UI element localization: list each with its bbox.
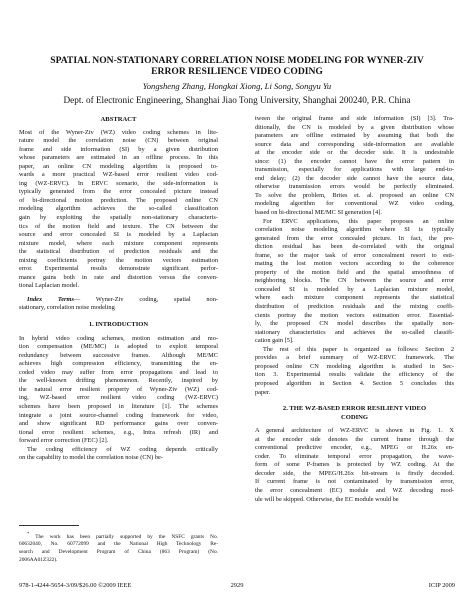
text-line: end delay; (2) the decoder side cannot have the source data,	[255, 174, 454, 182]
text-line: source and error concealed SI is modeled by a Laplacian	[19, 231, 218, 239]
text-line: on the capability to model the correlation noise (CN) be-	[19, 454, 163, 462]
text-line: the well-known drifting phenomenon. Recently, inspired by	[19, 377, 218, 385]
text-line: tween the original frame and side information (SI) [3]. Tra-	[255, 115, 454, 122]
index-terms-text: — Wyner-Ziv coding, spatial non-	[73, 295, 218, 303]
text-line: A general architecture of WZ-ERVC is shown in Fig. 1. X	[255, 427, 454, 435]
text-line: For ERVC applications, this paper proposes an online	[263, 217, 454, 225]
title-line: SPATIAL NON-STATIONARY CORRELATION NOISE MODELING FOR WYNER-ZIV	[50, 55, 424, 66]
footnote-line: search and Development Program of China (863 Program) (No.	[19, 548, 218, 555]
abstract-body	[19, 129, 218, 291]
text-line: provides a brief summary of WZ-ERVC framework. The	[255, 354, 454, 362]
text-line: paper, an online CN modeling algorithm is proposed to-	[19, 162, 218, 170]
index-terms-label: Index Terms	[27, 295, 74, 303]
index-terms-line: stationary, correlation noise modeling	[19, 304, 115, 312]
text-line: source data and corresponding side-information are available	[255, 140, 454, 148]
footnote-rule	[19, 525, 79, 526]
text-line: conventional predictive encoder, e.g., MPEG or H.26x en-	[255, 444, 454, 452]
text-line: transmission, especially for applications with large end-to-	[255, 166, 454, 174]
text-line: property of the motion field and the spatial smoothness of	[255, 268, 454, 276]
text-line: integrate a joint source-channel coding framework for video,	[19, 411, 218, 419]
text-line: parameters are offline estimated by assuming that both the	[255, 132, 454, 140]
text-line: at the encoder side or the decoder side. It is undesirable	[255, 149, 454, 157]
text-line: tics of the motion field and texture. The CN between the	[19, 222, 218, 230]
text-line: since: (1) the encoder cannot have the error pattern in	[255, 157, 454, 165]
text-line: cients portray the motion vectors estimation error. Essential-	[255, 311, 454, 319]
left-column	[19, 116, 218, 463]
text-line: The rest of this paper is organized as follows: Section 2	[263, 345, 454, 353]
text-line: the natural error resilient property of Wyner-Ziv (WZ) cod-	[19, 385, 218, 393]
text-line: mance gains both in rate and distortion versus the conven-	[19, 273, 218, 281]
text-line: typically generated from the error concealed picture instead	[19, 188, 218, 196]
text-line: otherwise transmission errors would be perfectly eliminated.	[255, 183, 454, 191]
text-line: tion 3. Experimental results validate the efficiency of the	[255, 371, 454, 379]
footnote-text: The work has been partially supported by the NSFC grants No.	[35, 533, 218, 540]
text-line: Most of the Wyner-Ziv (WZ) video coding schemes in lite-	[19, 128, 218, 136]
text-line: achieves high compression efficiency, transmitting the en-	[19, 360, 218, 368]
text-line: distribution of prediction residuals and the mixing coeffi-	[255, 303, 454, 311]
text-line: coder. To eliminate temporal error propagation, the wave-	[255, 452, 454, 460]
text-line: cation gain [5].	[255, 337, 294, 345]
text-line: wards a more practical WZ-based error resilient video cod-	[19, 171, 218, 179]
footnote-line: 2006AA01Z322).	[19, 556, 58, 563]
text-line: ditionally, the CN is modeled by a given distribution whose	[255, 123, 454, 131]
affiliation: Dept. of Electronic Engineering, Shanghai Jiao Tong University, Shanghai 200240, P.R. China	[63, 95, 411, 105]
text-line: proposed online CN modeling algorithm is studied in Sec-	[255, 362, 454, 370]
text-line: the statistical distribution of prediction residuals and the	[19, 248, 218, 256]
right-paragraph	[255, 218, 454, 346]
text-line: and show significant RD performance gains over conven-	[19, 420, 218, 428]
text-line: ly, the proposed CN model describes the spatially non-	[255, 320, 454, 328]
text-line: paper.	[255, 388, 271, 396]
text-line: rature model the correlation noise (CN) between original	[19, 137, 218, 145]
footer-copyright: 978-1-4244-5654-3/09/$26.00 ©2009 IEEE	[19, 582, 132, 589]
text-line: coded video may suffer from error propagations and lead to	[19, 368, 218, 376]
text-line: proposed algorithm in Section 4. Section 5 concludes this	[255, 379, 454, 387]
index-terms-line	[19, 296, 218, 305]
footnote-line: 60632040, No. 60772099 and the National High Technology Re-	[19, 541, 218, 548]
text-line: ule will be skipped. Otherwise, the EC module would be	[255, 495, 399, 503]
text-line: gain by exploiting the spatially non-stationary characteris-	[19, 214, 218, 222]
text-line: decoder side, the MPEG/H.26x bit-stream is firstly decoded.	[255, 469, 454, 477]
author-list: Yongsheng Zhang, Hongkai Xiong, Li Song, Songyu Yu	[142, 81, 332, 91]
footnote-line	[19, 530, 218, 541]
text-line: of bi-directional motion prediction. The proposed online CN	[19, 196, 218, 204]
text-line: If current frame is not contaminated by transmission error,	[255, 478, 454, 486]
title-line: ERROR RESILIENCE VIDEO CODING	[151, 66, 323, 77]
text-line: correlation noise modeling algorithm where SI is typically	[255, 226, 454, 234]
abstract-heading: ABSTRACT	[100, 116, 137, 123]
text-line: where each mixture component represents the statistical	[255, 294, 454, 302]
text-line: tion compensation (ME/MC) is adopted to exploit temporal	[19, 343, 218, 351]
text-line: generated from the error concealed picture. In fact, the pre-	[255, 234, 454, 242]
text-line: schemes have been proposed in literature [1]. The schemes	[19, 402, 218, 410]
text-line: error. Experimental results demonstrate significant perfor-	[19, 265, 218, 273]
text-line: the error concealment (EC) module and WZ decoding mod-	[255, 486, 454, 494]
text-line: neighboring blocks. The CN between the source and error	[255, 277, 454, 285]
text-line: ing, WZ-based error resilient video coding (WZ-ERVC)	[19, 394, 218, 402]
text-line: redundancy between successive frames. Although ME/MC	[19, 351, 218, 359]
text-line: modeling algorithm for conventional WZ video coding,	[255, 200, 454, 208]
text-line: whose parameters are estimated in an offline process. In this	[19, 154, 218, 162]
text-line: stationary characteristics and achieves the so-called classifi-	[255, 328, 454, 336]
footnote	[19, 530, 218, 564]
text-line: tional Laplacian model.	[19, 282, 80, 290]
index-terms	[19, 296, 218, 313]
text-line: forward error correction (FEC) [2].	[19, 437, 109, 445]
text-line: mating the lost motion vectors according to the coherence	[255, 260, 454, 268]
introduction-body	[19, 335, 218, 463]
text-line: frame, so the major task of error concealment resort to esti-	[255, 251, 454, 259]
footnote-mark: *	[27, 531, 30, 536]
text-line: concealed SI is modeled by a Laplacian mixture model,	[255, 285, 454, 293]
text-line: based on bi-directional ME/MC SI generation [4].	[255, 209, 383, 217]
text-line: In hybrid video coding schemes, motion estimation and mo-	[19, 334, 218, 342]
section2-heading-line: 2. THE WZ-BASED ERROR RESILIENT VIDEO	[282, 405, 427, 413]
text-line: modeling algorithm achieves the so-called classification	[19, 205, 218, 213]
text-line: at the encoder side denotes the current frame through the	[255, 435, 454, 443]
text-line: frame and side information (SI) by a given distribution	[19, 145, 218, 153]
text-line: The coding efficiency of WZ coding depends critically	[27, 445, 218, 453]
text-line: tional error resilient schemes, e.g., Intra refresh (IR) and	[19, 428, 218, 436]
section2-heading-line: CODING	[340, 413, 369, 421]
text-line: mixing coefficients portray the motion vectors estimation	[19, 256, 218, 264]
introduction-heading: 1. INTRODUCTION	[88, 321, 149, 329]
right-column	[255, 115, 454, 504]
text-line: ing (WZ-ERVC). In ERVC scenario, the side-information is	[19, 179, 218, 187]
section2-body	[255, 427, 454, 504]
right-paragraph	[255, 346, 454, 397]
page-number: 2929	[230, 582, 244, 589]
text-line: mixture model, where each mixture component represents	[19, 239, 218, 247]
text-line: To solve the problem, Brites et. al. proposed an online CN	[255, 191, 454, 199]
footer-conference: ICIP 2009	[428, 582, 455, 589]
text-line: form of some P-frames is protected by WZ coding. At the	[255, 461, 454, 469]
paper-title	[20, 55, 454, 77]
right-paragraph	[255, 115, 454, 218]
text-line: diction residual has been de-correlated with the original	[255, 243, 454, 251]
section2-heading	[255, 405, 454, 422]
